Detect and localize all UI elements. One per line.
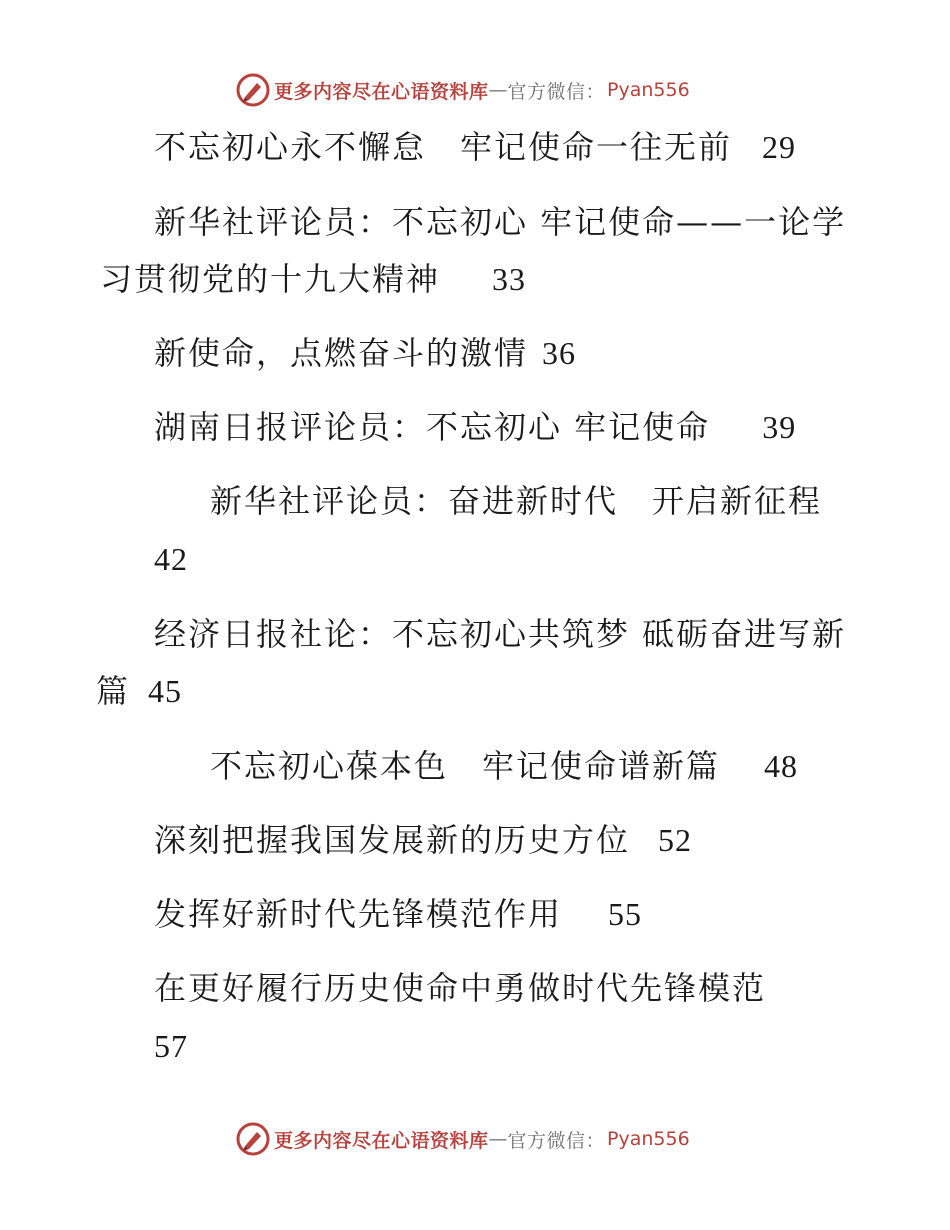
toc-entry-title: 新华社评论员：不忘初心 牢记使命——一论学: [154, 203, 847, 241]
toc-entry-title: 新华社评论员：奋进新时代 开启新征程: [210, 482, 823, 520]
toc-entry-10-line-1: [154, 958, 766, 1018]
watermark-banner-bottom: [236, 1121, 690, 1157]
toc-entry-page: 45: [148, 673, 183, 709]
toc-entry-7: [210, 736, 798, 796]
toc-entry-2-line-1: [154, 192, 846, 252]
toc-entry-5-line-1: [210, 471, 822, 531]
toc-entry-6-line-2: [96, 661, 182, 721]
watermark-separator: —: [488, 79, 508, 101]
toc-entry-title: 习贯彻党的十九大精神: [100, 260, 441, 298]
toc-entry-page: 36: [542, 335, 577, 371]
watermark-separator: —: [488, 1128, 508, 1150]
toc-entry-page: 42: [154, 541, 188, 577]
toc-entry-page: 39: [762, 409, 797, 445]
toc-entry-title: 发挥好新时代先锋模范作用: [154, 895, 563, 933]
watermark-account: Pyan556: [607, 1128, 690, 1150]
toc-entry-8: [154, 810, 692, 870]
toc-entry-page: 33: [492, 261, 527, 297]
toc-entry-page: 48: [764, 748, 799, 784]
toc-entry-title: 新使命，点燃奋斗的激情: [154, 334, 529, 372]
watermark-banner-top: [236, 72, 690, 108]
toc-entry-5-line-2: [154, 529, 188, 589]
watermark-wechat-label: 官方微信：: [507, 80, 606, 103]
watermark-wechat-label: 官方微信：: [507, 1129, 606, 1152]
toc-entry-title: 不忘初心葆本色 牢记使命谱新篇: [210, 747, 721, 785]
toc-entry-title: 深刻把握我国发展新的历史方位: [154, 821, 631, 859]
pen-logo-icon: [236, 73, 270, 107]
toc-entry-9: [154, 884, 642, 944]
watermark-account: Pyan556: [607, 79, 690, 101]
toc-entry-1: [154, 117, 796, 177]
toc-entry-title: 篇: [96, 672, 131, 710]
toc-entry-3: [154, 323, 576, 383]
pen-logo-icon: [236, 1122, 270, 1156]
toc-entry-2-line-2: [100, 249, 526, 309]
toc-entry-page: 29: [762, 129, 797, 165]
watermark-brand: 更多内容尽在心语资料库: [274, 1129, 489, 1152]
toc-entry-page: 57: [154, 1028, 188, 1064]
toc-entry-title: 湖南日报评论员：不忘初心 牢记使命: [154, 408, 711, 446]
toc-entry-title: 经济日报社论：不忘初心共筑梦 砥砺奋进写新: [154, 615, 847, 653]
toc-entry-10-line-2: [154, 1016, 188, 1076]
toc-entry-page: 52: [658, 822, 693, 858]
watermark-brand: 更多内容尽在心语资料库: [274, 80, 489, 103]
toc-entry-page: 55: [608, 896, 643, 932]
toc-entry-4: [154, 397, 796, 457]
toc-entry-title: 在更好履行历史使命中勇做时代先锋模范: [154, 969, 767, 1007]
toc-entry-title: 不忘初心永不懈怠 牢记使命一往无前: [154, 128, 733, 166]
toc-entry-6-line-1: [154, 604, 846, 664]
